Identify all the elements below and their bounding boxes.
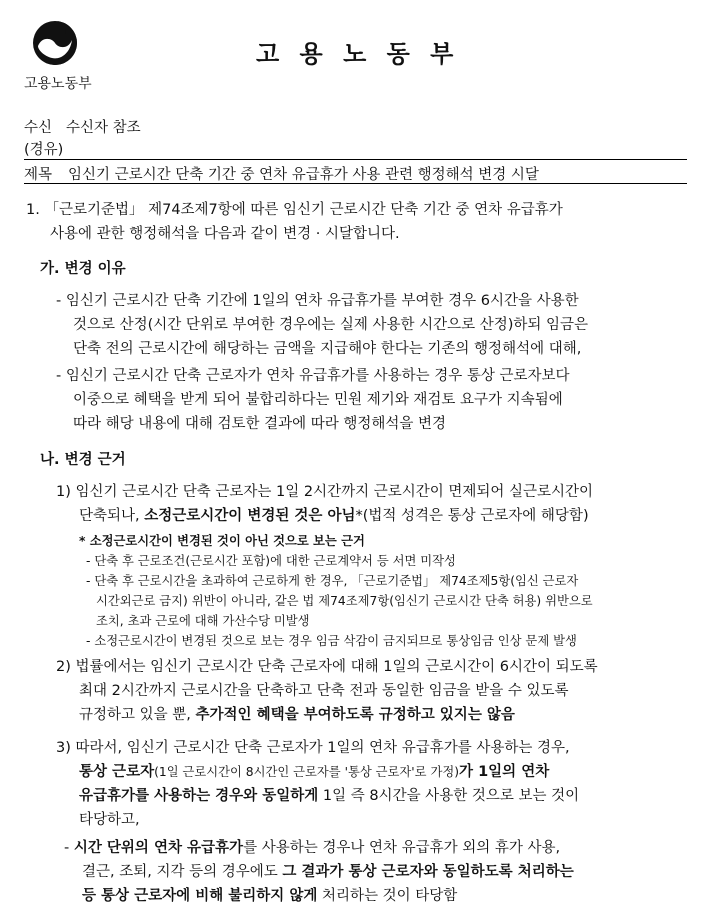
section-na-heading: 나. 변경 근거 — [40, 452, 126, 468]
item-1-line-2: 단축되나, 소정근로시간이 변경된 것은 아님*(법적 성격은 통상 근로자에 해당함) — [79, 508, 589, 524]
subject-value: 임신기 근로시간 단축 기간 중 연차 유급휴가 사용 관련 행정해석 변경 시달 — [68, 167, 539, 183]
note-item-2-line-2: 시간외근로 금지) 위반이 아니라, 같은 법 제74조제7항(임신기 근로시간 단축 허용) 위반으로 — [96, 594, 593, 608]
item-2-line-3: 규정하고 있을 뿐, 추가적인 혜택을 부여하도록 규정하고 있지는 않음 — [79, 707, 515, 723]
paragraph-1-line-2: 사용에 관한 행정해석을 다음과 같이 변경 · 시달합니다. — [50, 226, 400, 242]
note-item-2-line-1: - 단축 후 근로시간을 초과하여 근로하게 한 경우, 「근로기준법」 제74조제5항(임신 근로자 — [86, 574, 579, 588]
section-ga-bullet-2-line-3: 따라 해당 내용에 대해 검토한 결과에 따라 행정해석을 변경 — [73, 416, 447, 432]
via-label: (경유) — [24, 142, 64, 158]
recipient-value: 수신자 참조 — [66, 120, 141, 136]
sub-dash-line-3: 등 통상 근로자에 비해 불리하지 않게 처리하는 것이 타당함 — [82, 888, 458, 904]
section-ga-bullet-1-line-3: 단축 전의 근로시간에 해당하는 금액을 지급해야 한다는 기존의 행정해석에 대해, — [73, 341, 582, 357]
paragraph-1-line-1: 1. 「근로기준법」 제74조제7항에 따른 임신기 근로시간 단축 기간 중 연차 유급휴가 — [26, 202, 563, 218]
item-2-line-1: 2) 법률에서는 임신기 근로시간 단축 근로자에 대해 1일의 근로시간이 6시간이 되도록 — [56, 659, 598, 675]
item-1-line-1: 1) 임신기 근로시간 단축 근로자는 1일 2시간까지 근로시간이 면제되어 실근로시간이 — [56, 484, 594, 500]
note-item-3: - 소정근로시간이 변경된 것으로 보는 경우 임금 삭감이 금지되므로 통상임금 인상 문제 발생 — [86, 634, 577, 648]
recipient-label: 수신 — [24, 120, 53, 136]
note-item-2-line-3: 조치, 초과 근로에 대해 가산수당 미발생 — [96, 614, 310, 628]
note-item-1: - 단축 후 근로조건(근로시간 포함)에 대한 근로계약서 등 서면 미작성 — [86, 554, 456, 568]
item-2-line-2: 최대 2시간까지 근로시간을 단축하고 단축 전과 동일한 임금을 받을 수 있도록 — [79, 683, 569, 699]
subject-label: 제목 — [24, 167, 53, 183]
document-title: 고 용 노 동 부 — [256, 40, 460, 68]
item-3-line-3: 유급휴가를 사용하는 경우와 동일하게 1일 즉 8시간을 사용한 것으로 보는 것이 — [79, 788, 580, 804]
item-3-line-1: 3) 따라서, 임신기 근로시간 단축 근로자가 1일의 연차 유급휴가를 사용하는 경우, — [56, 740, 570, 756]
item-3-line-4: 타당하고, — [79, 812, 140, 828]
section-ga-bullet-1-line-2: 것으로 산정(시간 단위로 부여한 경우에는 실제 사용한 시간으로 산정)하되 임금은 — [73, 317, 589, 333]
ministry-logo-icon — [32, 20, 78, 66]
sub-dash-line-1: - 시간 단위의 연차 유급휴가를 사용하는 경우나 연차 유급휴가 외의 휴가 사용, — [64, 840, 561, 856]
section-ga-bullet-2-line-2: 이중으로 혜택을 받게 되어 불합리하다는 민원 제기와 재검토 요구가 지속됨에 — [73, 392, 563, 408]
org-name: 고용노동부 — [24, 76, 92, 92]
item-3-line-2: 통상 근로자(1일 근로시간이 8시간인 근로자를 '통상 근로자'로 가정)가 1일의 연차 — [79, 764, 550, 780]
header-divider-bottom — [24, 183, 687, 184]
section-ga-bullet-2-line-1: - 임신기 근로시간 단축 근로자가 연차 유급휴가를 사용하는 경우 통상 근로자보다 — [56, 368, 570, 384]
sub-dash-line-2: 결근, 조퇴, 지각 등의 경우에도 그 결과가 통상 근로자와 동일하도록 처리하는 — [82, 864, 574, 880]
header-divider-top — [24, 159, 687, 160]
section-ga-heading: 가. 변경 이유 — [40, 261, 126, 277]
section-ga-bullet-1-line-1: - 임신기 근로시간 단축 기간에 1일의 연차 유급휴가를 부여한 경우 6시간을 사용한 — [56, 293, 579, 309]
note-title: * 소정근로시간이 변경된 것이 아닌 것으로 보는 근거 — [79, 534, 365, 548]
